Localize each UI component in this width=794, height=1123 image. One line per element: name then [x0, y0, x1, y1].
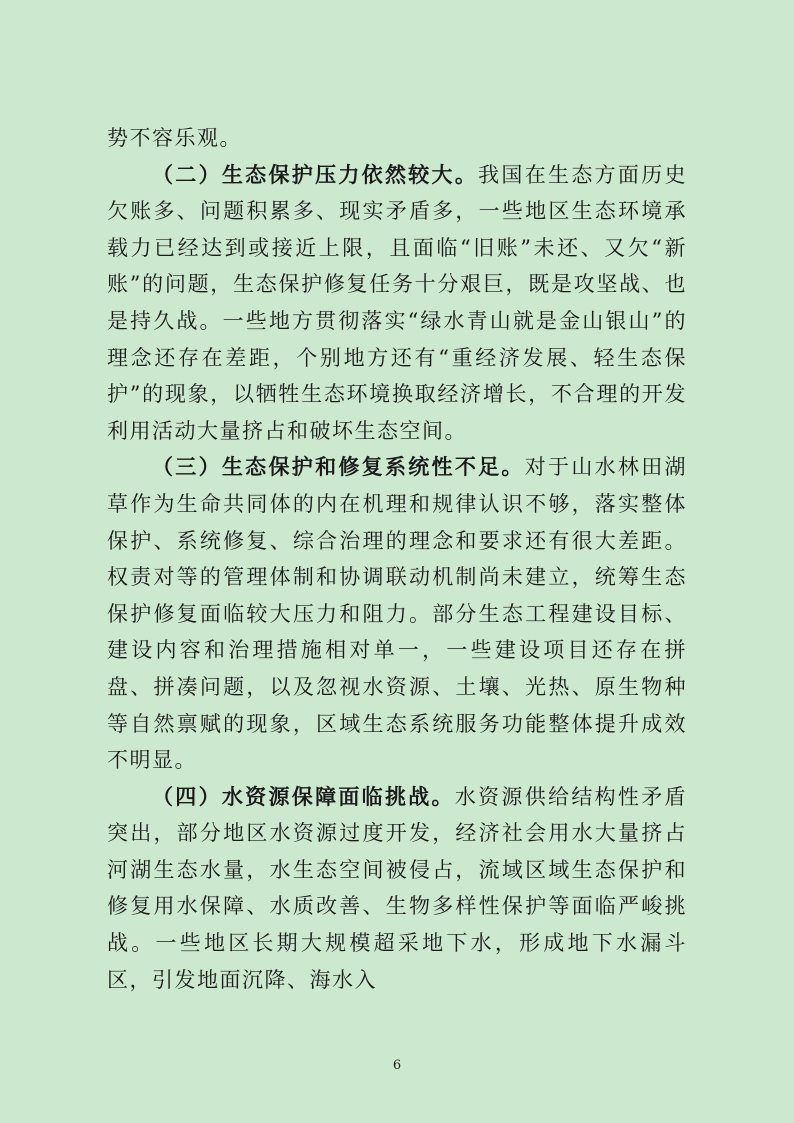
paragraph-text: 我国在生态方面历史欠账多、问题积累多、现实矛盾多，一些地区生态环境承载力已经达到或接近上限，且面临“旧账”未还、又欠“新账”的问题，生态保护修复任务十分艰巨，既是攻坚战、也是持久战。一些地方贯彻落实“绿水青山就是金山银山”的理念还存在差距，个别地方还有“重经济发展、轻生态保护”的现象，以牺牲生态环境换取经济增长，不合理的开发利用活动大量挤占和破坏生态空间。: [107, 162, 688, 443]
section-heading: （二）生态保护压力依然较大。: [152, 161, 479, 187]
body-text: [107, 120, 687, 998]
section-heading: （四）水资源保障面临挑战。: [152, 783, 455, 809]
paragraph-section-4: [107, 779, 687, 999]
paragraph-text: 势不容乐观。: [107, 126, 242, 150]
paragraph-continuation: [107, 120, 687, 157]
page-number: 6: [392, 1058, 402, 1073]
paragraph-text: 对于山水林田湖草作为生命共同体的内在机理和规律认识不够，落实整体保护、系统修复、综合治理的理念和要求还有很大差距。权责对等的管理体制和协调联动机制尚未建立，统筹生态保护修复面临较大压力和阻力。部分生态工程建设目标、建设内容和治理措施相对单一，一些建设项目还存在拼盘、拼凑问题，以及忽视水资源、土壤、光热、原生物种等自然禀赋的现象，区域生态系统服务功能整体提升成效不明显。: [107, 455, 688, 773]
paragraph-text: 水资源供给结构性矛盾突出，部分地区水资源过度开发，经济社会用水大量挤占河湖生态水量，水生态空间被侵占，流域区域生态保护和修复用水保障、水质改善、生物多样性保护等面临严峻挑战。一些地区长期大规模超采地下水，形成地下水漏斗区，引发地面沉降、海水入: [107, 784, 688, 992]
section-heading: （三）生态保护和修复系统性不足。: [152, 454, 525, 480]
paragraph-section-3: [107, 449, 687, 778]
paragraph-section-2: [107, 157, 687, 450]
